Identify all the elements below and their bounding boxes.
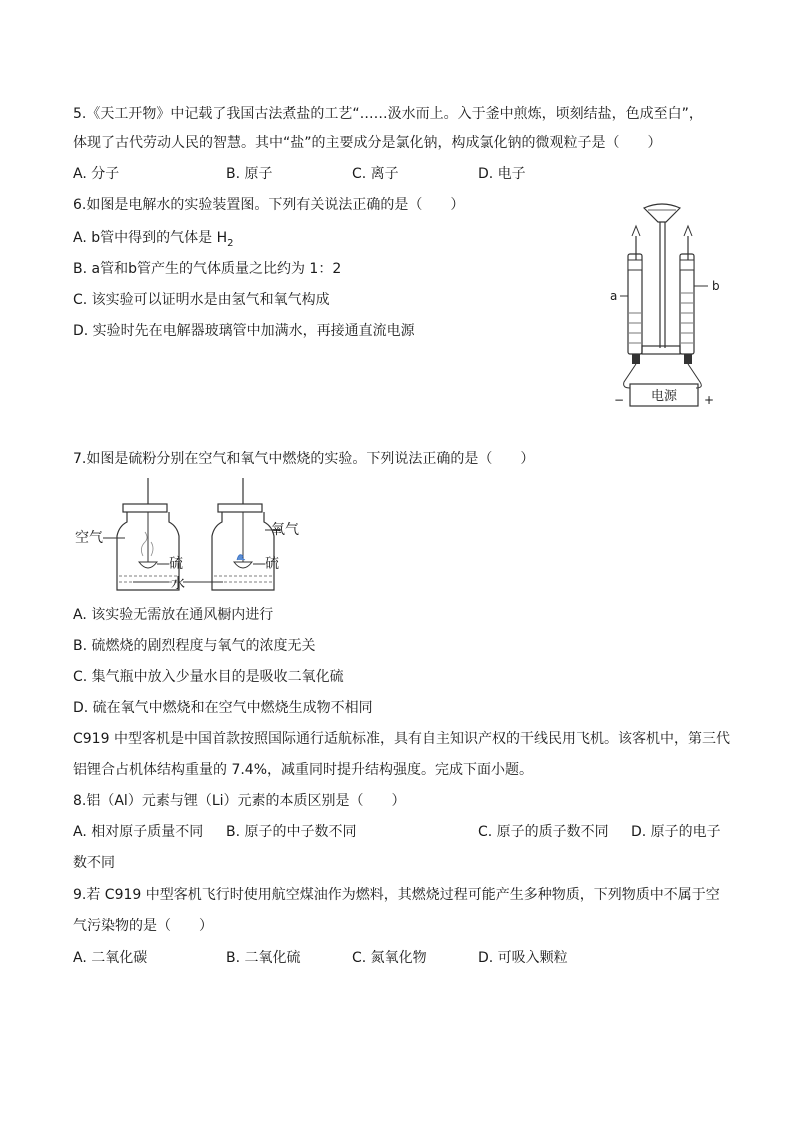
q9-option-c: C. 氮氧化物 — [352, 950, 427, 966]
q9-option-d: D. 可吸入颗粒 — [478, 950, 568, 966]
q8-option-d-continued: 数不同 — [73, 855, 115, 871]
label-a: a — [610, 289, 618, 303]
q6-option-c: C. 该实验可以证明水是由氢气和氧气构成 — [73, 292, 330, 308]
label-b: b — [712, 279, 720, 293]
q5-stem-line2: 体现了古代劳动人民的智慧。其中“盐”的主要成分是氯化钠，构成氯化钠的微观粒子是（ ） — [73, 135, 662, 151]
q5-option-d: D. 电子 — [478, 166, 526, 182]
label-air: 空气 — [75, 530, 103, 546]
q6-option-b: B. a管和b管产生的气体质量之比约为 1：2 — [73, 261, 342, 277]
stopcock-b — [680, 260, 694, 270]
q6-stem: 6.如图是电解水的实验装置图。下列有关说法正确的是（ ） — [73, 197, 465, 213]
q9-stem-line2: 气污染物的是（ ） — [73, 918, 213, 934]
power-label: 电源 — [650, 389, 678, 404]
q6-option-d: D. 实验时先在电解器玻璃管中加满水，再接通直流电源 — [73, 323, 415, 339]
sulfur-combustion-figure — [73, 478, 313, 596]
spoon-oxygen — [234, 562, 252, 568]
blue-flame — [237, 555, 245, 560]
stopcock-a — [628, 260, 642, 270]
label-sulfur-2: 硫 — [265, 556, 279, 572]
bottle-oxygen-lid — [218, 504, 262, 512]
q8-stem: 8.铝（Al）元素与锂（Li）元素的本质区别是（ ） — [73, 793, 406, 809]
connecting-tube — [642, 346, 680, 354]
spoon-air — [139, 562, 157, 568]
electrolysis-apparatus-figure — [600, 198, 740, 412]
q9-option-a: A. 二氧化碳 — [73, 950, 148, 966]
label-sulfur-1: 硫 — [169, 556, 183, 572]
funnel-reservoir — [644, 204, 680, 222]
q9-stem-line1: 9.若 C919 中型客机飞行时使用航空煤油作为燃料，其燃烧过程可能产生多种物质，下列物质中不属于空 — [73, 887, 720, 903]
q6-option-a — [73, 228, 233, 254]
label-oxygen: 氧气 — [271, 522, 299, 538]
q5-stem-line1: 5.《天工开物》中记载了我国古法煮盐的工艺“……汲水而上。入于釜中煎炼，顷刻结盐，色成至白”， — [73, 106, 703, 122]
q6-option-a-subscript: 2 — [227, 237, 234, 249]
minus-sign: − — [614, 393, 625, 407]
q6-option-a-text: A. b管中得到的气体是 H — [73, 230, 228, 246]
q7-option-c: C. 集气瓶中放入少量水目的是吸收二氧化硫 — [73, 669, 344, 685]
q9-option-b: B. 二氧化硫 — [226, 950, 301, 966]
q5-option-b: B. 原子 — [226, 166, 273, 182]
q5-option-a: A. 分子 — [73, 166, 120, 182]
label-water: 水 — [171, 576, 185, 592]
q7-option-a: A. 该实验无需放在通风橱内进行 — [73, 607, 274, 623]
q8-option-b: B. 原子的中子数不同 — [226, 824, 357, 840]
q7-stem: 7.如图是硫粉分别在空气和氧气中燃烧的实验。下列说法正确的是（ ） — [73, 451, 535, 467]
q8-option-d: D. 原子的电子 — [631, 824, 721, 840]
plus-sign: + — [704, 393, 715, 407]
passage-line1: C919 中型客机是中国首款按照国际通行适航标准，具有自主知识产权的干线民用飞机。该客机中，第三代 — [73, 731, 730, 747]
q8-option-a: A. 相对原子质量不同 — [73, 824, 204, 840]
q5-option-c: C. 离子 — [352, 166, 399, 182]
q7-option-b: B. 硫燃烧的剧烈程度与氧气的浓度无关 — [73, 638, 316, 654]
passage-line2: 铝锂合占机体结构重量的 7.4%，减重同时提升结构强度。完成下面小题。 — [73, 762, 534, 778]
bottle-air-lid — [123, 504, 167, 512]
q7-option-d: D. 硫在氧气中燃烧和在空气中燃烧生成物不相同 — [73, 700, 373, 716]
q8-option-c: C. 原子的质子数不同 — [478, 824, 609, 840]
